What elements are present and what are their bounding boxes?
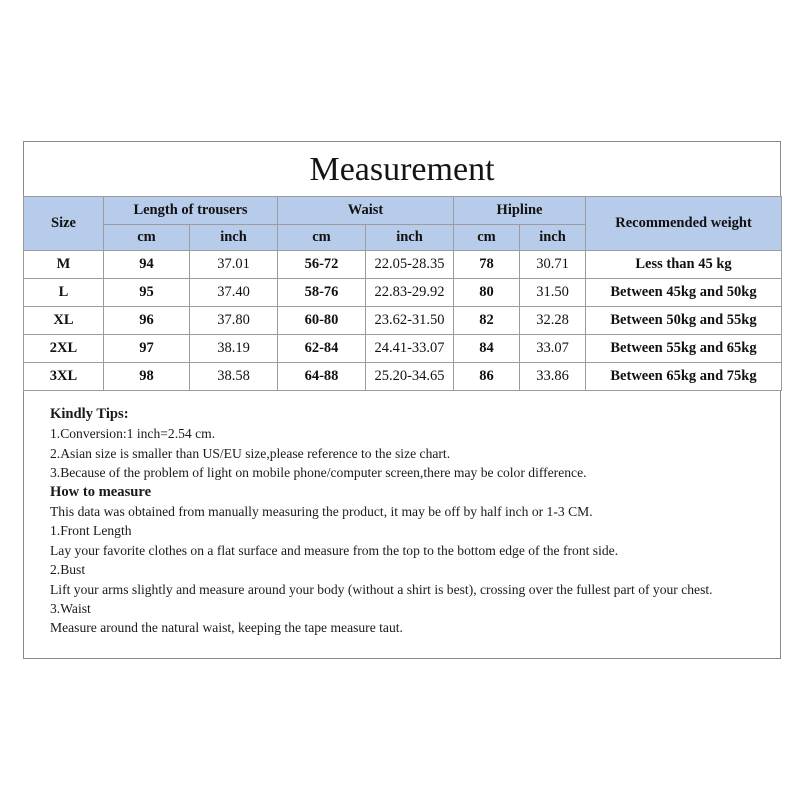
unit-cm: cm [278, 225, 366, 251]
hip-cm-cell: 80 [454, 279, 520, 307]
waist-cm-cell: 56-72 [278, 251, 366, 279]
waist-inch-cell: 22.83-29.92 [366, 279, 454, 307]
hip-cm-cell: 82 [454, 307, 520, 335]
hip-inch-cell: 30.71 [520, 251, 586, 279]
size-cell: L [24, 279, 104, 307]
waist-cm-cell: 58-76 [278, 279, 366, 307]
measure-line: 2.Bust [50, 562, 86, 578]
length-inch-cell: 38.19 [190, 335, 278, 363]
waist-cm-cell: 64-88 [278, 363, 366, 391]
waist-inch-cell: 24.41-33.07 [366, 335, 454, 363]
size-cell: XL [24, 307, 104, 335]
length-inch-cell: 37.40 [190, 279, 278, 307]
table-row [24, 307, 782, 335]
tip-line: 1.Conversion:1 inch=2.54 cm. [50, 426, 216, 442]
tips-heading: Kindly Tips: [50, 406, 129, 422]
header-length: Length of trousers [104, 197, 278, 225]
waist-inch-cell: 25.20-34.65 [366, 363, 454, 391]
waist-cm-cell: 60-80 [278, 307, 366, 335]
waist-cm-cell: 62-84 [278, 335, 366, 363]
tips-section [50, 405, 770, 638]
waist-inch-cell: 22.05-28.35 [366, 251, 454, 279]
hip-inch-cell: 32.28 [520, 307, 586, 335]
length-cm-cell: 94 [104, 251, 190, 279]
unit-inch: inch [366, 225, 454, 251]
hip-cm-cell: 86 [454, 363, 520, 391]
size-chart-panel [23, 141, 781, 659]
length-cm-cell: 95 [104, 279, 190, 307]
measure-line: Lift your arms slightly and measure around your body (without a shirt is best), crossing over the fullest part of your chest. [50, 581, 713, 597]
unit-cm: cm [104, 225, 190, 251]
how-to-measure-heading: How to measure [50, 483, 152, 500]
table-row [24, 251, 782, 279]
header-hipline: Hipline [454, 197, 586, 225]
unit-inch: inch [520, 225, 586, 251]
measure-line: 1.Front Length [50, 523, 132, 539]
header-row [24, 197, 782, 225]
tip-line: 3.Because of the problem of light on mobile phone/computer screen,there may be color difference. [50, 465, 587, 481]
length-cm-cell: 98 [104, 363, 190, 391]
hip-cm-cell: 78 [454, 251, 520, 279]
header-size: Size [24, 197, 104, 251]
header-waist: Waist [278, 197, 454, 225]
hip-inch-cell: 33.86 [520, 363, 586, 391]
length-inch-cell: 37.01 [190, 251, 278, 279]
hip-inch-cell: 31.50 [520, 279, 586, 307]
unit-cm: cm [454, 225, 520, 251]
measure-line: This data was obtained from manually measuring the product, it may be off by half inch or 1-3 CM. [50, 504, 593, 520]
length-inch-cell: 37.80 [190, 307, 278, 335]
size-cell: 3XL [24, 363, 104, 391]
weight-cell: Between 45kg and 50kg [586, 279, 782, 307]
table-row [24, 335, 782, 363]
weight-cell: Between 55kg and 65kg [586, 335, 782, 363]
length-cm-cell: 97 [104, 335, 190, 363]
waist-inch-cell: 23.62-31.50 [366, 307, 454, 335]
hip-inch-cell: 33.07 [520, 335, 586, 363]
weight-cell: Between 65kg and 75kg [586, 363, 782, 391]
measure-line: Lay your favorite clothes on a flat surface and measure from the top to the bottom edge of the front side. [50, 542, 619, 558]
size-cell: 2XL [24, 335, 104, 363]
length-inch-cell: 38.58 [190, 363, 278, 391]
weight-cell: Less than 45 kg [586, 251, 782, 279]
size-cell: M [24, 251, 104, 279]
size-table [23, 196, 782, 391]
measure-line: 3.Waist [50, 601, 91, 617]
measure-line: Measure around the natural waist, keeping the tape measure taut. [50, 620, 403, 636]
length-cm-cell: 96 [104, 307, 190, 335]
hip-cm-cell: 84 [454, 335, 520, 363]
unit-inch: inch [190, 225, 278, 251]
tip-line: 2.Asian size is smaller than US/EU size,please reference to the size chart. [50, 445, 451, 461]
header-recommended-weight: Recommended weight [586, 197, 782, 251]
table-row [24, 363, 782, 391]
chart-title: Measurement [309, 151, 495, 188]
table-row [24, 279, 782, 307]
weight-cell: Between 50kg and 55kg [586, 307, 782, 335]
